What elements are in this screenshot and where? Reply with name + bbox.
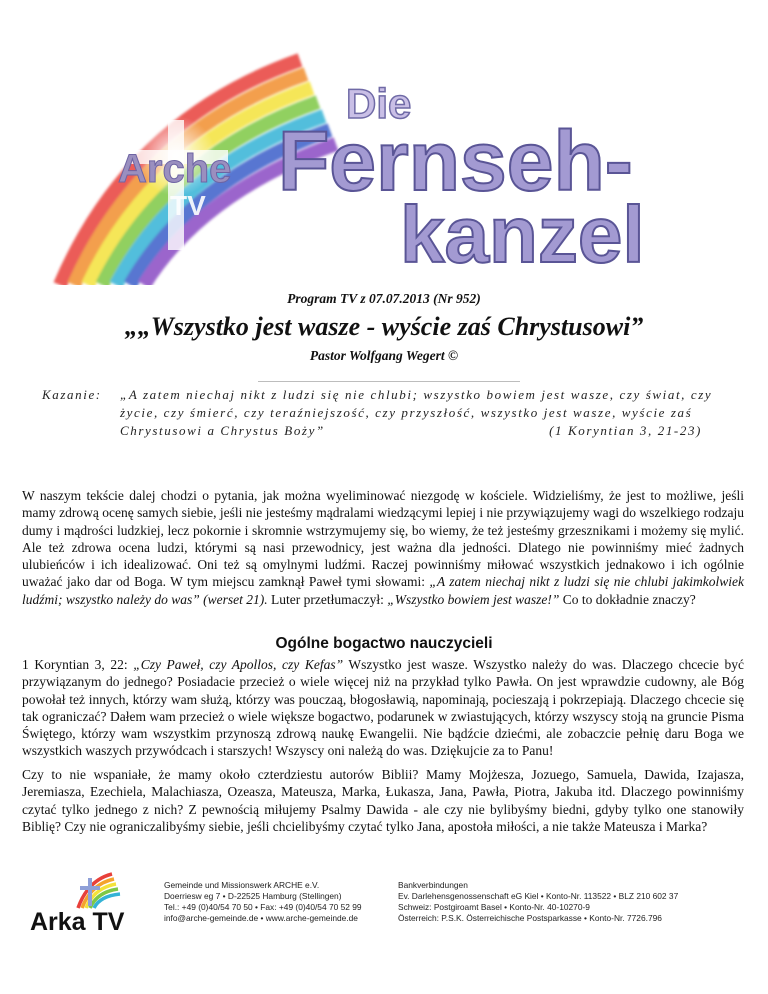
author-line: Pastor Wolfgang Wegert ©	[309, 348, 459, 363]
logo-arche-text: Arche	[118, 147, 232, 191]
page-title: „„Wszystko jest wasze - wyście zaś Chrystusowi”	[124, 312, 644, 341]
footer-line: Ev. Darlehensgenossenschaft eG Kiel • Konto-Nr. 113522 • BLZ 210 602 37	[398, 891, 679, 901]
footer-address	[164, 880, 362, 924]
paragraph-1-quote-2: „Wszystko bowiem jest wasze!”	[387, 591, 560, 607]
footer-line: Österreich: P.S.K. Österreichische Postsparkasse • Konto-Nr. 7726.796	[398, 913, 662, 923]
header-banner	[0, 0, 768, 285]
arche-tv-logo-graphic	[0, 0, 768, 285]
footer-line: Doerriesw eg 7 • D-22525 Hamburg (Stellingen)	[164, 891, 342, 901]
footer-line: Tel.: +49 (0)40/54 70 50 • Fax: +49 (0)40/54 70 52 99	[164, 902, 362, 912]
logo-kanzel-text: kanzel	[400, 190, 645, 279]
paragraph-1-quote: „A zatem niechaj nikt z ludzi się nie chlubi jakimkolwiek ludźmi; wszystko należy do was” (werset 21).	[22, 574, 744, 607]
footer-bank	[398, 880, 678, 924]
divider	[258, 381, 520, 382]
section-heading: Ogólne bogactwo nauczycieli	[275, 635, 493, 652]
footer-line: Gemeinde und Missionswerk ARCHE e.V.	[164, 880, 320, 890]
paragraph-1	[22, 487, 744, 608]
sermon-quote-block	[42, 386, 742, 440]
sermon-reference: (1 Koryntian 3, 21-23)	[549, 423, 702, 438]
paragraph-1-text: W naszym tekście dalej chodzi o pytania, jak można wyeliminować niezgodę w kościele. Widzieliśmy, że jest to możliwe, jeśli mamy zdrową ocenę samych siebie, jeśli nie jesteśmy mądralami wiedzącymi lepiej i nie przywiązujemy wagi do wszelkiego rodzaju dumy i mądrości ludzkiej, lecz pokornie i skromnie wstrzymujemy się, bo wiemy, że też jesteśmy grzesznikami i możemy się mylić. Ale też zdrowa ocena ludzi, którymi są nasi przewodnicy, jest ważna dla jedności. Dlatego nie powinniśmy mieć żadnych ulubieńców i ich idealizować. Oni też są omylnymi ludźmi. Raczej powinniśmy miłować wszystkich jednakowo i ich ogólnie uważać jako dar od Boga. W tym miejscu zamknął Paweł tymi słowami:	[22, 488, 744, 590]
logo-fernseh-text: Fernseh-	[278, 114, 633, 208]
paragraph-2-quote: „Czy Paweł, czy Apollos, czy Kefas”	[133, 657, 344, 672]
footer-line: Schweiz: Postgiroamt Basel • Konto-Nr. 40-10270-9	[398, 902, 590, 912]
paragraph-1-text-b: Luter przetłumaczył:	[267, 591, 388, 607]
paragraph-2	[22, 656, 744, 760]
logo-die-text: Die	[346, 80, 412, 127]
logo-tv-text: TV	[170, 190, 206, 221]
sermon-label: Kazanie:	[42, 387, 102, 402]
footer-line: info@arche-gemeinde.de • www.arche-gemeinde.de	[164, 913, 358, 923]
paragraph-3: Czy to nie wspaniałe, że mamy około czterdziestu autorów Biblii? Mamy Mojżesza, Jozuego, Samuela, Dawida, Izajasza, Jeremiasza, Ezechiela, Malachiasza, Ozeasza, Mateusza, Marka, Łukasza, Jana, Pawła, Piotra, Jakuba itd. Dlaczego powinniśmy czytać tylko jednego z nich? Z pewnością miłujemy Psalmy Dawida - ale czy nie bylibyśmy biedni, gdyby tylko one stanowiły Biblię? Czy nie ograniczalibyśmy siebie, jeśli chcielibyśmy czytać tylko Jana, apostoła miłości, a nie także Mateusza i Marka?	[22, 767, 744, 834]
footer-line: Bankverbindungen	[398, 880, 468, 890]
program-line: Program TV z 07.07.2013 (Nr 952)	[287, 291, 481, 306]
paragraph-2-ref: 1 Koryntian 3, 22:	[22, 657, 134, 672]
sermon-text: „A zatem niechaj nikt z ludzi się nie chlubi; wszystko bowiem jest wasze, czy świat, czy życie, czy śmierć, czy teraźniejszość, czy przyszłość, wszystko jest wasze, wyście zaś Chrystusowi a Chrystus Boży”	[120, 387, 713, 438]
footer-brand: Arka TV	[30, 908, 125, 936]
paragraph-2-text: Wszystko jest wasze. Wszystko należy do was. Dlaczego chcecie być przywiązanym do jednego? Posiadacie przecież o wiele więcej niż na przykład tylko Pawła. On jest wprawdzie cudowny, ale Bóg powołał też innych, którzy wam służą, którzy was pouczaą, błogosławią, napominają, pocieszają i pokrzepiają. Dlaczego chcecie się tak ograniczać? Dałem wam przecież o wiele większe bogactwo, podarunek w zwiastujących, którzy wszyscy stoją na gruncie Pisma Świętego, którzy wam wszystkim przynoszą zdrową naukę Ewangelii. Nie bądźcie dziećmi, ale zobaczcie pełnię daru Boga we wszystkich waszych przywódcach i starszych! Wszyscy oni należą do was. Dziękujcie za to Panu!	[22, 657, 744, 759]
paragraph-1-text-c: Co to dokładnie znaczy?	[559, 591, 696, 607]
